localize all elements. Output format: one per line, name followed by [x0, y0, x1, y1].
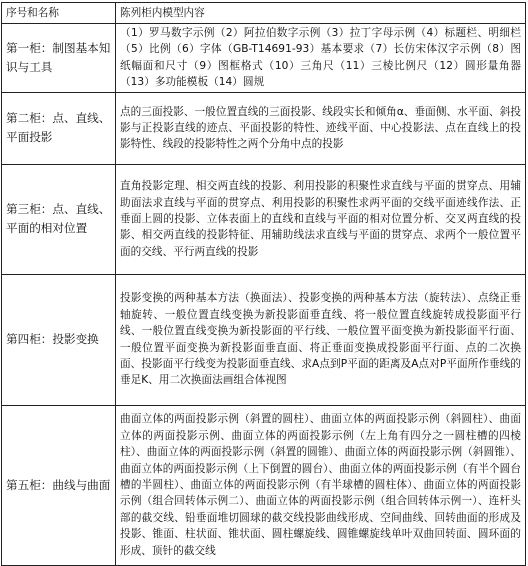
table-row — [2, 274, 526, 405]
cabinet-name: 第一柜：制图基本知识与工具 — [2, 24, 116, 93]
header-content: 陈列柜内模型内容 — [116, 3, 526, 24]
header-name: 序号和名称 — [2, 3, 116, 24]
cabinet-content: 投影变换的两种基本方法（换面法）、投影变换的两种基本方法（旋转法）、点绕正垂轴旋转、一般位置直线变换为新投影面垂直线、将一般位置直线旋转成投影面平行线、一般位置直线变换为新投影面的平行线、一般位置平面变换为新投影面平行面、一般位置平面变换为新投影面垂直面、将正垂面变换成投影面平行面、点的二次换面、投影面平行线变为投影面垂直线、求A点到P平面的距离及A点对P平面所作垂线的垂足K、用二次换面法画组合体视图 — [116, 274, 526, 405]
table-row — [2, 92, 526, 164]
cabinet-name: 第三柜：点、直线、平面的相对位置 — [2, 164, 116, 274]
cabinet-content: 点的三面投影、一般位置直线的三面投影、线段实长和倾角α、垂面侧、水平面、斜投影与正投影直线的迹点、平面投影的特性、迹线平面、中心投影法、点在直线上的投影特性、线段的投影特性之两个分角中点的投影 — [116, 92, 526, 164]
cabinet-name: 第二柜：点、直线、平面投影 — [2, 92, 116, 164]
cabinet-content: （1）罗马数字示例（2）阿拉伯数字示例（3）拉丁字母示例（4）标题栏、明细栏（5）比例（6）字体（GB-T14691-93）基本要求（7）长仿宋体汉字示例（8）图纸幅面和尺寸（9）图框格式（10）三角尺（11）三棱比例尺（12）圆形量角器（13）多功能模板（14）圆规 — [116, 24, 526, 93]
table-header-row — [2, 3, 526, 24]
table-row — [2, 405, 526, 565]
cabinet-content: 直角投影定理、相交两直线的投影、利用投影的积聚性求直线与平面的贯穿点、用辅助面法求直线与平面的贯穿点、利用投影的积聚性求两平面的交线平面迹线作法、正垂面上圆的投影、立体表面上的直线和直线与平面的相对位置分析、交叉两直线的投影、相交两直线的投影特征、用辅助线法求直线与平面的贯穿点、求两个一般位置平面的交线、平行两直线的投影 — [116, 164, 526, 274]
cabinet-content: 曲面立体的两面投影示例（斜置的圆柱）、曲面立体的两面投影示例（斜圆柱）、曲面立体的两面投影示例、曲面立体的两面投影示例（左上角有四分之一圆柱槽的四棱柱）、曲面立体的两面投影示例（斜置的圆锥）、曲面立体的两面投影示例（斜圆锥）、曲面立体的两面投影示例（上下倒置的圆台）、曲面立体的两面投影示例（有半个圆台槽的半圆柱）、曲面立体的两面投影示例（有半球槽的圆柱体）、曲面立体的两面投影示例（组合回转体示例二）、曲面立体的两面投影示例（组合回转体示例一）、连杆头部的截交线、铅垂面堆切圆球的截交线投影曲线形成、空间曲线、回转曲面的形成及投影、锥面、柱状面、锥状面、圆柱螺旋线、圆锥螺旋线单叶双曲回转面、圆环面的形成、顶针的截交线 — [116, 405, 526, 565]
catalog-table — [1, 2, 526, 566]
cabinet-name: 第五柜：曲线与曲面 — [2, 405, 116, 565]
cabinet-name: 第四柜：投影变换 — [2, 274, 116, 405]
table-row — [2, 24, 526, 93]
table-row — [2, 164, 526, 274]
